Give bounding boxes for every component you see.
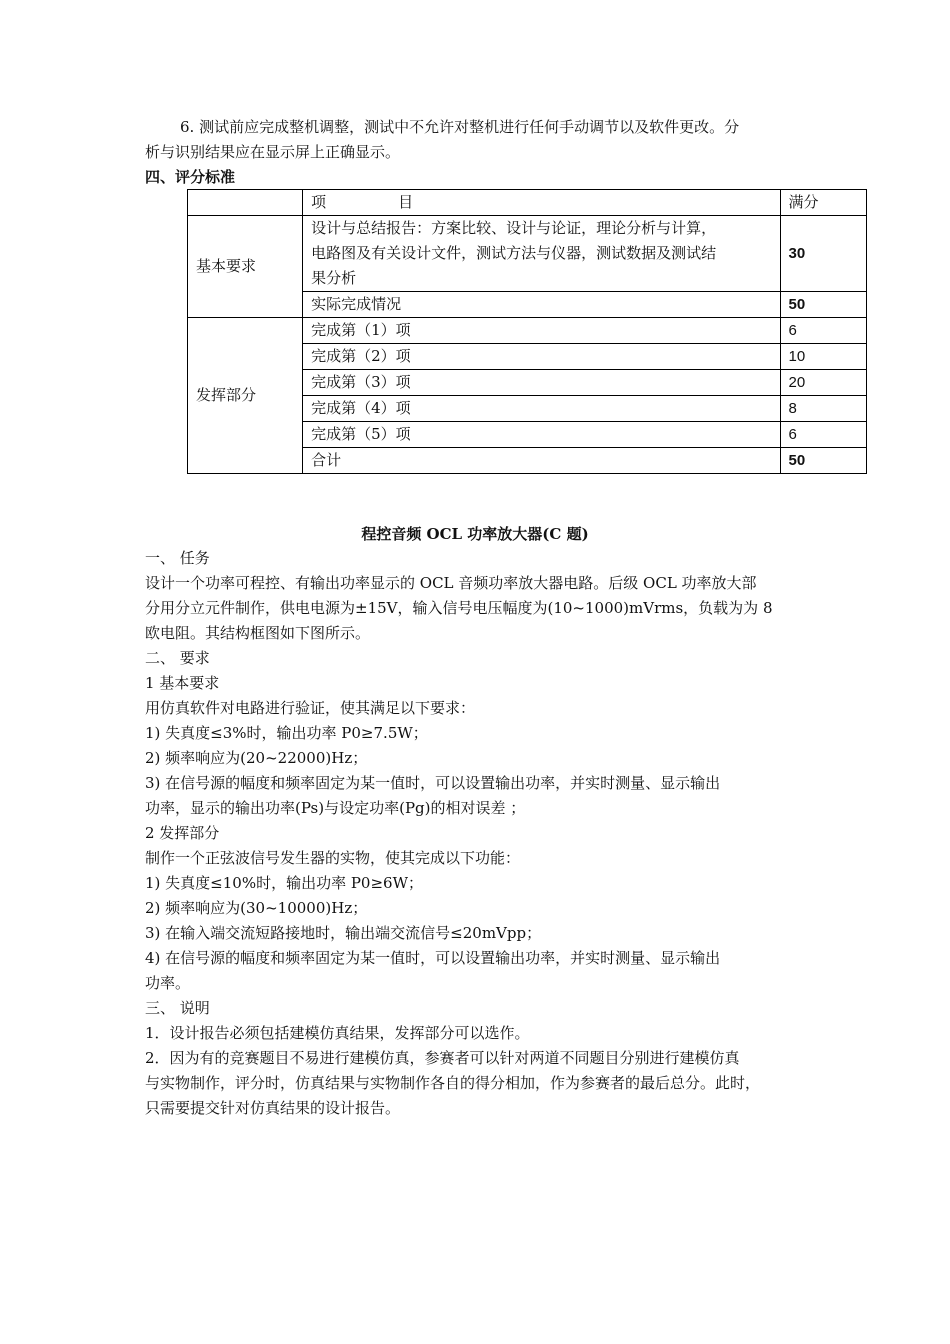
table-header-row: [188, 190, 867, 216]
body-line: 4) 在信号源的幅度和频率固定为某一值时，可以设置输出功率，并实时测量、显示输出: [145, 949, 721, 967]
body-line: 3) 在信号源的幅度和频率固定为某一值时，可以设置输出功率，并实时测量、显示输出: [145, 774, 721, 792]
extra-item-text: 完成第（2）项: [303, 344, 780, 370]
body-line: 分用分立元件制作，供电电源为±15V，输入信号电压幅度为(10~1000)mVrms，负载为为 8: [145, 599, 773, 617]
body-line: 1 基本要求: [145, 674, 220, 692]
extra-item-score: 10: [780, 344, 866, 370]
basic-requirements-label: 基本要求: [188, 216, 303, 318]
extra-part-label: 发挥部分: [188, 318, 303, 474]
header-item-a: 项: [311, 193, 327, 211]
total-text: 合计: [303, 448, 780, 474]
header-item-b: 目: [398, 193, 414, 211]
table-row: [188, 216, 867, 292]
problem-title: 程控音频 OCL 功率放大器(C 题): [361, 525, 589, 543]
body-line: 功率。: [145, 974, 191, 992]
body-line: 3) 在输入端交流短路接地时，输出端交流信号≤20mVpp；: [145, 924, 542, 942]
body-line: 二、 要求: [145, 649, 210, 667]
extra-item-score: 6: [780, 318, 866, 344]
body-line: 1．设计报告必须包括建模仿真结果，发挥部分可以选作。: [145, 1024, 530, 1042]
body-line: 功率，显示的输出功率(Ps)与设定功率(Pg)的相对误差 ；: [145, 799, 526, 817]
extra-item-score: 6: [780, 422, 866, 448]
total-score: 50: [780, 448, 866, 474]
item6-line2: 析与识别结果应在显示屏上正确显示。: [145, 143, 401, 161]
report-score: 30: [780, 216, 866, 292]
header-empty-cell: [188, 190, 303, 216]
report-text-line2: 电路图及有关设计文件，测试方法与仪器，测试数据及测试结: [311, 244, 717, 262]
actual-completion-text: 实际完成情况: [303, 292, 780, 318]
extra-item-score: 8: [780, 396, 866, 422]
body-line: 与实物制作，评分时，仿真结果与实物制作各自的得分相加，作为参赛者的最后总分。此时，: [145, 1074, 761, 1092]
body-line: 2．因为有的竞赛题目不易进行建模仿真，参赛者可以针对两道不同题目分别进行建模仿真: [145, 1049, 740, 1067]
score-table: [187, 189, 867, 474]
report-text-line3: 果分析: [311, 269, 357, 287]
body-line: 2) 频率响应为(20~22000)Hz；: [145, 749, 368, 767]
body-line: 三、 说明: [145, 999, 210, 1017]
body-line: 制作一个正弦波信号发生器的实物，使其完成以下功能：: [145, 849, 521, 867]
header-full-score: 满分: [780, 190, 866, 216]
report-text-line1: 设计与总结报告：方案比较、设计与论证，理论分析与计算，: [311, 219, 717, 237]
body-line: 欧电阻。其结构框图如下图所示。: [145, 624, 371, 642]
body-line: 设计一个功率可程控、有输出功率显示的 OCL 音频功率放大器电路。后级 OCL 功率放大部: [145, 574, 757, 592]
body-line: 1) 失真度≤3%时，输出功率 P0≥7.5W；: [145, 724, 428, 742]
body-line: 只需要提交针对仿真结果的设计报告。: [145, 1099, 401, 1117]
header-item-cell: [303, 190, 780, 216]
extra-item-score: 20: [780, 370, 866, 396]
extra-item-text: 完成第（3）项: [303, 370, 780, 396]
section4-heading: 四、评分标准: [145, 168, 236, 186]
body-line: 2 发挥部分: [145, 824, 220, 842]
extra-item-text: 完成第（1）项: [303, 318, 780, 344]
body-line: 一、 任务: [145, 549, 210, 567]
extra-item-text: 完成第（4）项: [303, 396, 780, 422]
report-cell: [303, 216, 780, 292]
body-line: 2) 频率响应为(30~10000)Hz；: [145, 899, 368, 917]
item6-line1: 6. 测试前应完成整机调整，测试中不允许对整机进行任何手动调节以及软件更改。分: [180, 118, 740, 136]
body-line: 用仿真软件对电路进行验证，使其满足以下要求：: [145, 699, 476, 717]
extra-item-text: 完成第（5）项: [303, 422, 780, 448]
body-line: 1) 失真度≤10%时，输出功率 P0≥6W；: [145, 874, 424, 892]
actual-completion-score: 50: [780, 292, 866, 318]
table-row: [188, 318, 867, 344]
